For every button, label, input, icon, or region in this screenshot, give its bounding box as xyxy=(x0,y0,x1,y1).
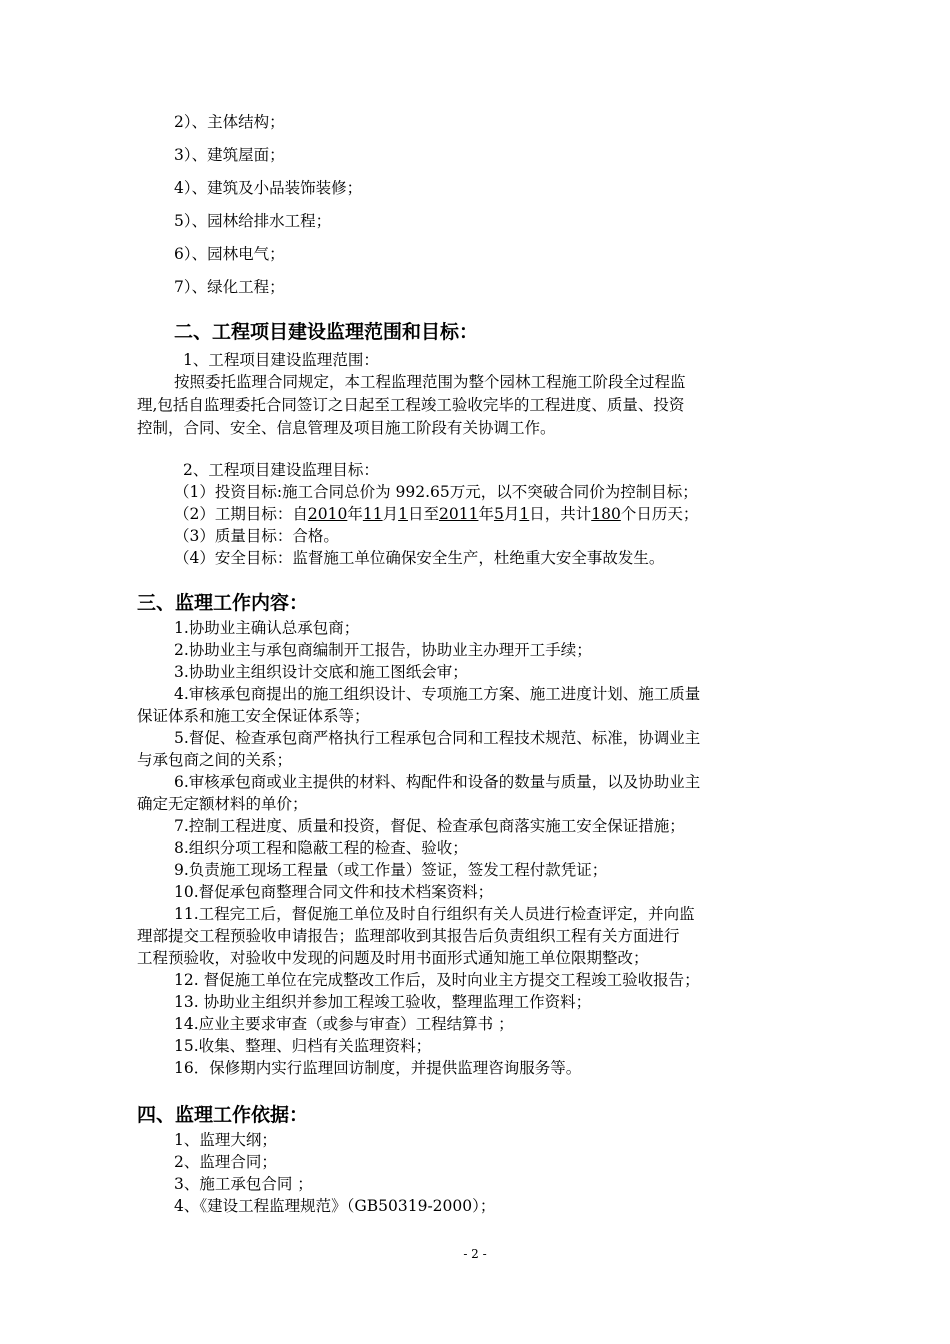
subsection-heading: 1、工程项目建设监理范围： xyxy=(183,351,379,369)
list-item: 5）、园林给排水工程； xyxy=(174,212,332,230)
section-heading: 二、工程项目建设监理范围和目标： xyxy=(174,321,479,343)
goal-investment: （1）投资目标:施工合同总价为 992.65万元，以不突破合同价为控制目标； xyxy=(174,483,698,501)
start-day: 1 xyxy=(398,505,408,523)
paragraph-line: 10.督促承包商整理合同文件和技术档案资料； xyxy=(174,883,494,901)
paragraph-line: 与承包商之间的关系； xyxy=(137,751,293,769)
section-heading: 四、监理工作依据： xyxy=(137,1104,309,1126)
start-year: 2010 xyxy=(307,505,348,523)
goal-schedule: （2）工期目标：自2010年11月1日至2011年5月1日，共计180个日历天； xyxy=(174,505,699,523)
section-heading: 三、监理工作内容： xyxy=(137,592,309,614)
paragraph-line: 14.应业主要求审查（或参与审查）工程结算书 ； xyxy=(174,1015,514,1033)
list-item: 7）、绿化工程； xyxy=(174,278,285,296)
paragraph-line: 工程预验收，对验收中发现的问题及时用书面形式通知施工单位限期整改； xyxy=(137,949,649,967)
list-item: 2）、主体结构； xyxy=(174,113,285,131)
goal-quality: （3）质量目标：合格。 xyxy=(174,527,339,545)
paragraph-line: 控制，合同、安全、信息管理及项目施工阶段有关协调工作。 xyxy=(137,419,556,437)
paragraph-line: 9.负责施工现场工程量（或工作量）签证，签发工程付款凭证； xyxy=(174,861,608,879)
paragraph-line: 8.组织分项工程和隐蔽工程的检查、验收； xyxy=(174,839,468,857)
list-item: 4）、建筑及小品装饰装修； xyxy=(174,179,363,197)
list-item: 2、监理合同； xyxy=(174,1153,277,1171)
end-month: 5 xyxy=(493,505,504,523)
list-item: 3）、建筑屋面； xyxy=(174,146,285,164)
list-item: 1、监理大纲； xyxy=(174,1131,277,1149)
paragraph-line: 12. 督促施工单位在完成整改工作后，及时向业主方提交工程竣工验收报告； xyxy=(174,971,700,989)
paragraph-line: 5.督促、检查承包商严格执行工程承包合同和工程技术规范、标准，协调业主 xyxy=(174,729,701,747)
paragraph-line: 理部提交工程预验收申请报告；监理部收到其报告后负责组织工程有关方面进行 xyxy=(137,927,680,945)
paragraph-line: 保证体系和施工安全保证体系等； xyxy=(137,707,370,725)
goal-safety: （4）安全目标：监督施工单位确保安全生产，杜绝重大安全事故发生。 xyxy=(174,549,665,567)
paragraph-line: 15.收集、整理、归档有关监理资料； xyxy=(174,1037,432,1055)
paragraph-line: 7.控制工程进度、质量和投资，督促、检查承包商落实施工安全保证措施； xyxy=(174,817,685,835)
page-number: - 2 - xyxy=(463,1247,487,1261)
end-day: 1 xyxy=(519,505,530,523)
paragraph-line: 按照委托监理合同规定，本工程监理范围为整个园林工程施工阶段全过程监 xyxy=(174,373,686,391)
paragraph-line: 1.协助业主确认总承包商； xyxy=(174,619,360,637)
paragraph-line: 确定无定额材料的单价； xyxy=(137,795,308,813)
start-month: 11 xyxy=(362,505,383,523)
paragraph-line: 2.协助业主与承包商编制开工报告，协助业主办理开工手续； xyxy=(174,641,592,659)
list-item: 6）、园林电气； xyxy=(174,245,285,263)
end-year: 2011 xyxy=(438,505,479,523)
subsection-heading: 2、工程项目建设监理目标： xyxy=(183,461,379,479)
duration-days: 180 xyxy=(591,505,621,523)
paragraph-line: 3.协助业主组织设计交底和施工图纸会审； xyxy=(174,663,468,681)
paragraph-line: 理,包括自监理委托合同签订之日起至工程竣工验收完毕的工程进度、质量、投资 xyxy=(137,396,685,414)
list-item: 3、施工承包合同 ； xyxy=(174,1175,313,1193)
paragraph-line: 16．保修期内实行监理回访制度，并提供监理咨询服务等。 xyxy=(174,1059,582,1077)
paragraph-line: 11.工程完工后，督促施工单位及时自行组织有关人员进行检查评定，并向监 xyxy=(174,905,695,923)
paragraph-line: 6.审核承包商或业主提供的材料、构配件和设备的数量与质量，以及协助业主 xyxy=(174,773,701,791)
paragraph-line: 13. 协助业主组织并参加工程竣工验收，整理监理工作资料； xyxy=(174,993,592,1011)
list-item: 4、《建设工程监理规范》（GB50319-2000）； xyxy=(174,1197,496,1215)
paragraph-line: 4.审核承包商提出的施工组织设计、专项施工方案、施工进度计划、施工质量 xyxy=(174,685,701,703)
